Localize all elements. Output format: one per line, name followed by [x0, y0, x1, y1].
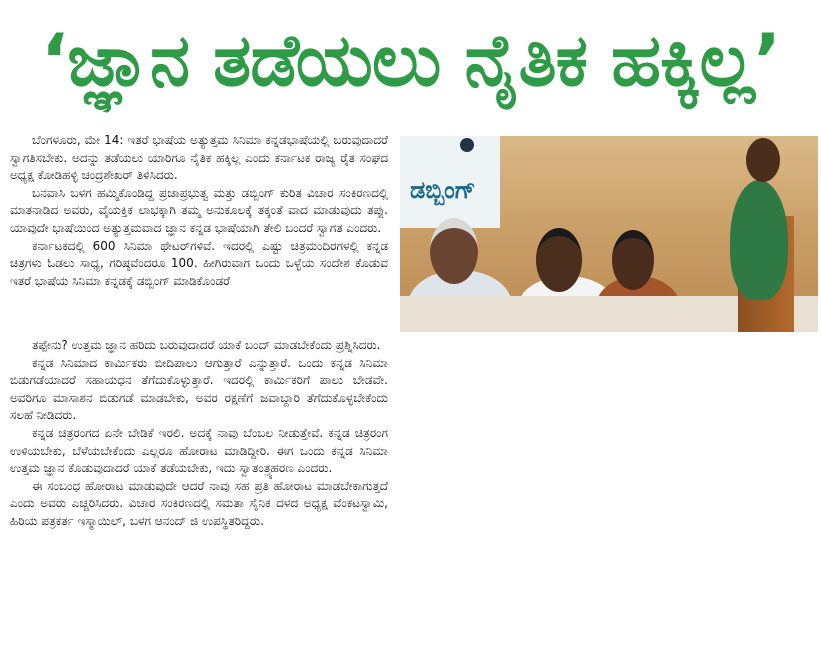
person-3-head	[612, 230, 654, 290]
article-body-top	[10, 132, 388, 290]
paragraph-7: ಈ ಸಂಬಂಧ ಹೋರಾಟ ಮಾಡುವುದೇ ಆದರೆ ನಾವು ಸಹ ಪ್ರತಿ ಹೋರಾಟ ಮಾಡಬೇಕಾಗುತ್ತದೆ ಎಂದು ಅವರು ಎಚ್ಚರಿಸಿದರು. ವಿಚಾರ ಸಂಕಿರಣದಲ್ಲಿ ಸಮತಾ ಸೈನಿಕ ದಳದ ಅಧ್ಯಕ್ಷ ವೆಂಕಟಸ್ವಾಮಿ, ಹಿರಿಯ ಪತ್ರಕರ್ತ ಇಸ್ಮಾಯಿಲ್, ಬಳಗ ಆನಂದ್ ಜಿ ಉಪಸ್ಥಿತರಿದ್ದರು.	[10, 478, 388, 528]
article-body-bottom	[10, 337, 818, 531]
photo-banner	[400, 136, 500, 228]
headline: ‘ಜ್ಞಾನ ತಡೆಯಲು ನೈತಿಕ ಹಕ್ಕಿಲ್ಲ’	[40, 18, 781, 102]
paragraph-1: ಬೆಂಗಳೂರು, ಮೇ 14: ಇತರೆ ಭಾಷೆಯ ಅತ್ಯುತ್ತಮ ಸಿನಿಮಾ ಕನ್ನಡಭಾಷೆಯಲ್ಲಿ ಬರುವುದಾದರೆ ಸ್ವಾಗತಿಸಬೇಕು. ಅದನ್ನು ತಡೆಯಲು ಯಾರಿಗೂ ನೈತಿಕ ಹಕ್ಕಿಲ್ಲ ಎಂದು ಕರ್ನಾಟಕ ರಾಜ್ಯ ರೈತ ಸಂಘದ ಅಧ್ಯಕ್ಷ ಕೋಡಿಹಳ್ಳಿ ಚಂದ್ರಶೇಖರ್ ತಿಳಿಸಿದರು.	[10, 133, 388, 183]
person-2-head	[536, 228, 582, 292]
person-1-head	[430, 218, 478, 284]
paragraph-3: ಕರ್ನಾಟಕದಲ್ಲಿ 600 ಸಿನಿಮಾ ಥೇಟರ್‌ಗಳಿವೆ. ಇದರಲ್ಲಿ ಎಷ್ಟು ಚಿತ್ರಮಂದಿರಗಳಲ್ಲಿ ಕನ್ನಡ ಚಿತ್ರಗಳು ಓಡಲು ಸಾಧ್ಯ, ಗರಿಷ್ಠವೆಂದರೂ 100. ಹೀಗಿರುವಾಗ ಒಂದು ಒಳ್ಳೆಯ ಸಂದೇಶ ಕೊಡುವ ಇತರೆ ಭಾಷೆಯ ಸಿನಿಮಾ ಕನ್ನಡಕ್ಕೆ ಡಬ್ಬಿಂಗ್ ಮಾಡಿಕೊಂಡರೆ	[10, 238, 388, 288]
paragraph-4: ತಪ್ಪೇನು? ಉತ್ತಮ ಜ್ಞಾನ ಹರಿದು ಬರುವುದಾದರೆ ಯಾಕೆ ಬಂದ್ ಮಾಡಬೇಕೆಂದು ಪ್ರಶ್ನಿಸಿದರು.	[32, 338, 381, 352]
paragraph-5: ಕನ್ನಡ ಸಿನಿಮಾದ ಕಾರ್ಮಿಕರು ಬೀದಿಪಾಲು ಆಗುತ್ತಾರೆ ಎನ್ನುತ್ತಾರೆ. ಒಂದು ಕನ್ನಡ ಸಿನಿಮಾ ಬಿಡುಗಡೆಯಾದರೆ ಸಹಾಯಧನ ತೆಗೆದುಕೊಳ್ಳುತ್ತಾರೆ. ಇದರಲ್ಲಿ ಕಾರ್ಮಿಕರಿಗೆ ಪಾಲು ಬೇಡವೇ. ಅವರಿಗೂ ಮಾಸಾಶನ ಬಿಡುಗಡೆ ಮಾಡಬೇಕು, ಅವರ ರಕ್ಷಣೆಗೆ ಜವಾಬ್ದಾರಿ ತೆಗೆದುಕೊಳ್ಳಬೇಕೆಂದು ಸಲಹೆ ನೀಡಿದರು.	[10, 355, 388, 423]
event-photo	[400, 136, 818, 332]
speaker	[730, 180, 788, 300]
photo-banner-text: ಡಬ್ಬಿಂಗ್	[410, 176, 476, 204]
speaker-head	[746, 138, 780, 182]
paragraph-6: ಕನ್ನಡ ಚಿತ್ರರಂಗದ ಏನೇ ಬೇಡಿಕೆ ಇರಲಿ. ಅದಕ್ಕೆ ನಾವು ಬೆಂಬಲ ನೀಡುತ್ತೇವೆ. ಕನ್ನಡ ಚಿತ್ರರಂಗ ಉಳಿಯಬೇಕು, ಬೆಳೆಯಬೇಕೆಂದು ಎಲ್ಲರೂ ಹೋರಾಟ ಮಾಡಿದ್ದೀರಿ. ಈಗ ಒಂದು ಕನ್ನಡ ಸಿನಿಮಾ ಉತ್ತಮ ಜ್ಞಾನ ಕೊಡುವುದಾದರೆ ಯಾಕೆ ತಡೆಯಬೇಕು, ಇದು ಸ್ವಾತಂತ್ರ್ಯಹರಣ ಎಂದರು.	[10, 425, 388, 476]
paragraph-2: ಬನವಾಸಿ ಬಳಗ ಹಮ್ಮಿಕೊಂಡಿದ್ದ ಪ್ರಜಾಪ್ರಭುತ್ವ ಮತ್ತು ಡಬ್ಬಿಂಗ್ ಕುರಿತ ವಿಚಾರ ಸಂಕಿರಣದಲ್ಲಿ ಮಾತನಾಡಿದ ಅವರು, ವೈಯಕ್ತಿಕ ಲಾಭಕ್ಕಾಗಿ ತಮ್ಮ ಅನುಕೂಲಕ್ಕೆ ತಕ್ಕಂತೆ ವಾದ ಮಾಡುವುದು ತಪ್ಪು. ಯಾವುದೇ ಭಾಷೆಯಿಂದ ಅತ್ಯುತ್ತಮವಾದ ಜ್ಞಾನ ಕನ್ನಡ ಭಾಷೆಯಾಗಿ ತೇಲಿ ಬಂದರೆ ಸ್ವಾಗತ ಎಂದರು.	[10, 185, 388, 235]
banner-logo-icon	[460, 138, 474, 152]
